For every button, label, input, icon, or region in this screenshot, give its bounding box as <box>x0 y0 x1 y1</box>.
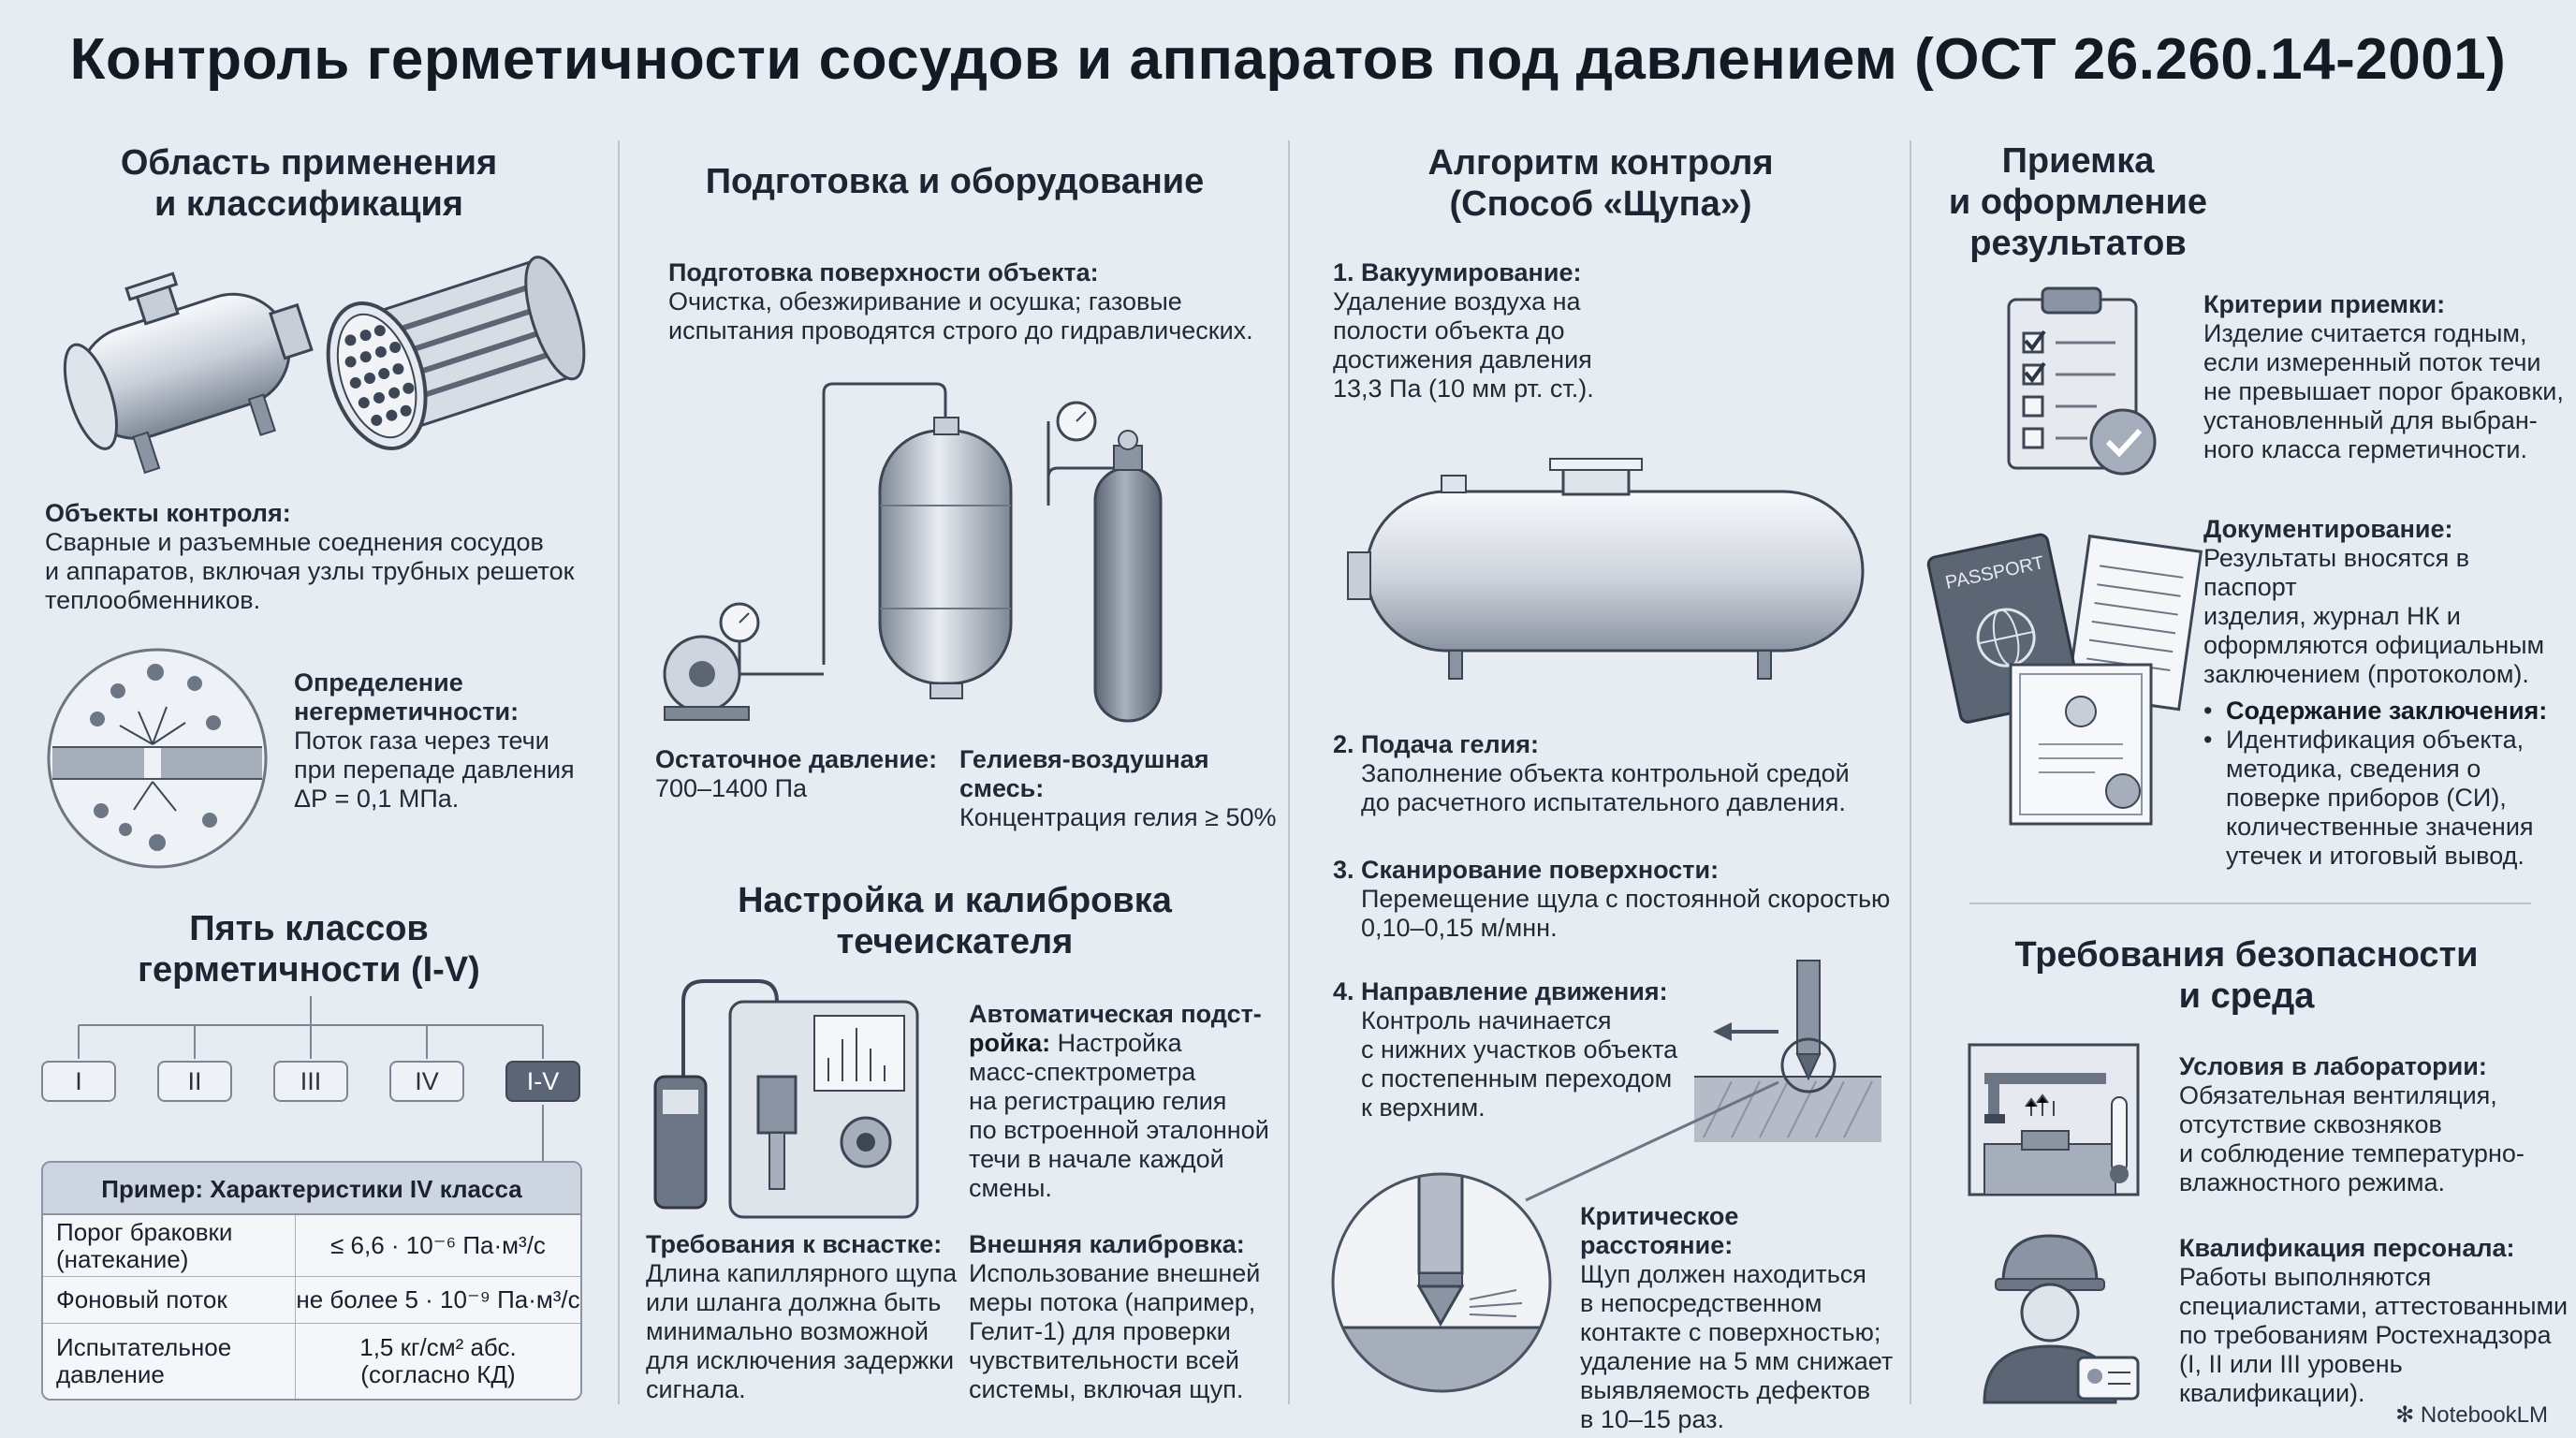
residual-pressure-block: Остаточное давление: 700–1400 Па <box>655 745 938 802</box>
section-heading-preparation: Подготовка и оборудование <box>705 162 1205 201</box>
qualified-worker-icon <box>1975 1226 2144 1404</box>
section-heading-classes: Пять классов герметичности (I-V) <box>138 909 480 990</box>
class-iv-table <box>41 1161 582 1401</box>
step-2-block: 2. Подача гелия: Заполнение объекта контрольной средой до расчетного испытательного давления. <box>1333 730 1850 816</box>
personnel-qualification-block: Квалификация персонала: Работы выполняются специалистами, аттестованными по требованиям Ростехнадзора (I, II или III уровень квалификации). <box>2179 1234 2569 1407</box>
leak-detector-illustration <box>646 974 927 1217</box>
step-1-block: 1. Вакуумирование: Удаление воздуха на полости объекта до достижения давления 13,3 Па (10 мм рт. ст.). <box>1333 258 1594 403</box>
page-title: Контроль герметичности сосудов и аппаратов под давлением (ОСТ 26.260.14-2001) <box>69 27 2507 92</box>
section-heading-safety: Требования безопасности и среда <box>2014 935 2479 1016</box>
section-heading-scope: Область применения и классификация <box>120 143 498 224</box>
table-row: Порог браковки (натекание) ≤ 6,6 · 10⁻⁶ Па·м³/с <box>43 1215 580 1277</box>
documentation-block: Документирование: Результаты вносятся в паспорт изделия, журнал НК и оформляются официальным заключением (протоколом). <box>2203 515 2545 688</box>
auto-tuning-block: Автоматическая подст- ройка: Настройка масс-спектрометра на регистрацию гелия по встроенной эталонной течи в начале каждой смены. <box>969 1000 1269 1202</box>
class-box-4: IV <box>389 1061 464 1102</box>
leak-definition-block: Определение негерметичности: Поток газа через течи при перепаде давления ΔР = 0,1 МПа. <box>294 668 575 813</box>
section-heading-acceptance: Приемка и оформление результатов <box>1948 141 2208 263</box>
checklist-clipboard-icon <box>2003 281 2162 477</box>
class-box-1: I <box>41 1061 116 1102</box>
class-box-2: II <box>157 1061 232 1102</box>
passport-label: PASSPORT <box>1943 552 2046 594</box>
class-box-3: III <box>273 1061 348 1102</box>
helium-mix-block: Гелиевя-воздушная смесь: Концентрация гелия ≥ 50% <box>959 745 1277 831</box>
class-box-5: I-V <box>505 1061 580 1102</box>
conclusion-content-block: • Содержание заключения: • Идентификация объекта, методика, сведения о поверке приборов (СИ), количественные значения утечек и итоговый вывод. <box>2203 697 2548 870</box>
class-connector-lines <box>0 0 618 1161</box>
laboratory-icon <box>1966 1041 2144 1200</box>
table-row: Испытательное давление 1,5 кг/см² абс. (согласно КД) <box>43 1324 580 1399</box>
table-title: Пример: Характеристики IV класса <box>43 1163 580 1215</box>
prep-block: Подготовка поверхности объекта: Очистка, обезжиривание и осушка; газовые испытания проводятся строго до гидравлических. <box>668 258 1253 345</box>
critical-distance-block: Критическое расстояние: Щуп должен находиться в непосредственном контакте с поверхностью; удаление на 5 мм снижает выявляемость дефектов в 10–15 раз. <box>1580 1202 1894 1433</box>
lab-conditions-block: Условия в лаборатории: Обязательная вентиляция, отсутствие сквозняков и соблюдение температурно- влажностного режима. <box>2179 1052 2525 1196</box>
test-equipment-illustration <box>655 374 1179 730</box>
probe-requirements-block: Требования к вснастке: Длина капиллярного щупа или шланга должна быть минимально возможной для исключения задержки сигнала. <box>646 1230 958 1403</box>
column-divider <box>618 140 620 1404</box>
acceptance-criteria-block: Критерии приемки: Изделие считается годным, если измеренный поток течи не превышает порог браковки, установленный для выбран- ного класса герметичности. <box>2203 290 2564 463</box>
table-row: Фоновый поток не более 5 · 10⁻⁹ Па·м³/с <box>43 1277 580 1324</box>
section-heading-calibration: Настройка и калибровка течеискателя <box>738 881 1172 961</box>
column-divider <box>1910 140 1911 1404</box>
external-calibration-block: Внешняя калибровка: Использование внешней меры потока (например, Гелит-1) для проверки чувствительности всей системы, включая щуп. <box>969 1230 1261 1403</box>
step-4-block: 4. Направление движения: Контроль начинается с нижних участков объекта с постепенным переходом к верхним. <box>1333 977 1678 1122</box>
objects-block: Объекты контроля: Сварные и разъемные соеднения сосудов и аппаратов, включая узлы трубных решеток теплообменников. <box>45 499 575 614</box>
section-heading-algorithm: Алгоритм контроля (Способ «Щупа») <box>1427 143 1774 224</box>
column-divider <box>1288 140 1290 1404</box>
step-3-block: 3. Сканирование поверхности: Перемещение щула с постоянной скоростью 0,10–0,15 м/мнн. <box>1333 856 1891 942</box>
brand-watermark: ✻ NotebookLM <box>2395 1402 2548 1428</box>
documents-illustration <box>1936 524 2198 833</box>
section-divider <box>1969 902 2531 904</box>
horizontal-vessel-illustration <box>1339 440 1881 702</box>
probe-closeup-illustration <box>1329 1170 1554 1395</box>
